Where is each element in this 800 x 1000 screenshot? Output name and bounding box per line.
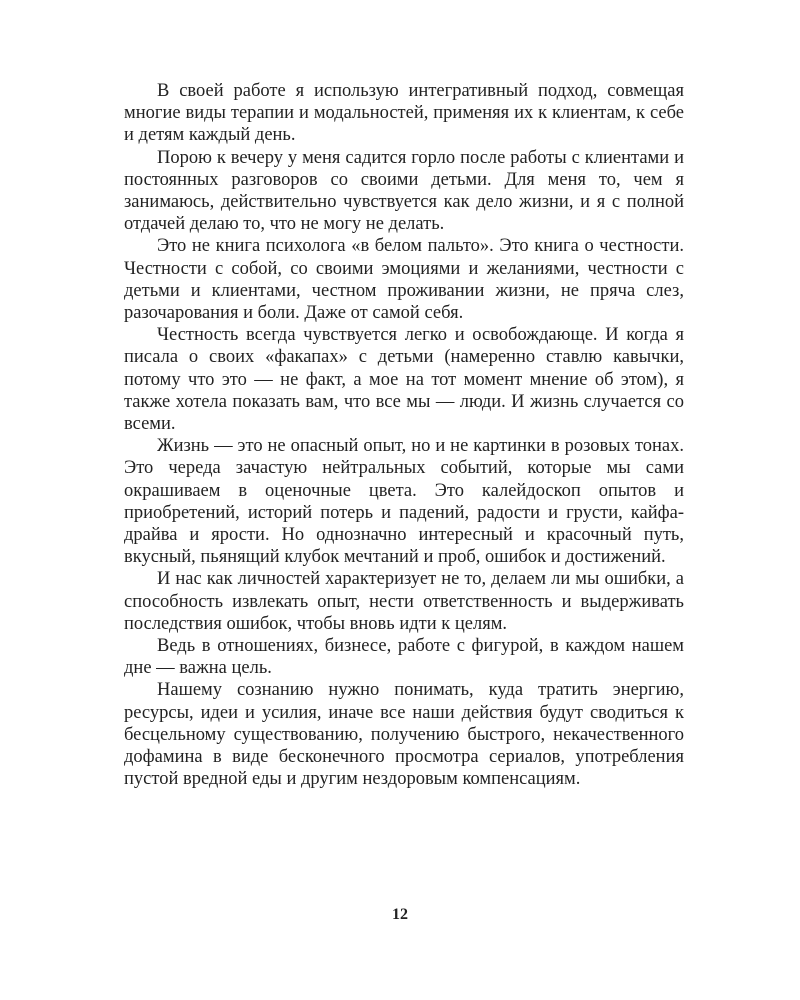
paragraph-8: Нашему сознанию нужно понимать, куда тратить энергию, ресурсы, идеи и усилия, иначе все наши действия будут сводиться к бесцельному существованию, получению быстрого, некачественного дофамина в виде бесконечного просмотра сериалов, употребления пустой вредной еды и другим нездоровым компенсациям.	[124, 680, 684, 790]
paragraph-3: Это не книга психолога «в белом пальто». Это книга о честности. Честности с собой, со своими эмоциями и желаниями, честности с детьми и клиентами, честном проживании жизни, не пряча слез, разочарования и боли. Даже от самой себя.	[124, 236, 684, 324]
paragraph-5: Жизнь — это не опасный опыт, но и не картинки в розовых тонах. Это череда зачастую нейтральных событий, которые мы сами окрашиваем в оценочные цвета. Это калейдоскоп опытов и приобретений, историй потерь и падений, радости и грусти, кайфа-драйва и ярости. Но однозначно интересный и красочный путь, вкусный, пьянящий клубок мечтаний и проб, ошибок и достижений.	[124, 436, 684, 568]
paragraph-6: И нас как личностей характеризует не то, делаем ли мы ошибки, а способность извлекать опыт, нести ответственность и выдерживать последствия ошибок, чтобы вновь идти к целям.	[124, 569, 684, 634]
paragraph-2: Порою к вечеру у меня садится горло после работы с клиентами и постоянных разговоров со своими детьми. Для меня то, чем я занимаюсь, действительно чувствуется как дело жизни, и я с полной отдачей делаю то, что не могу не делать.	[124, 147, 684, 235]
page-number: 12	[392, 906, 408, 923]
paragraph-4: Честность всегда чувствуется легко и освобождающе. И когда я писала о своих «факапах» с детьми (намеренно ставлю кавычки, потому что это — не факт, а мое на тот момент мнение об этом), я также хотела показать вам, что все мы — люди. И жизнь случается со всеми.	[124, 325, 684, 435]
body-text	[124, 80, 684, 791]
paragraph-7: Ведь в отношениях, бизнесе, работе с фигурой, в каждом нашем дне — важна цель.	[124, 636, 684, 679]
paragraph-1: В своей работе я использую интегративный подход, совмещая многие виды терапии и модальностей, применяя их к клиентам, к себе и детям каждый день.	[124, 81, 684, 146]
